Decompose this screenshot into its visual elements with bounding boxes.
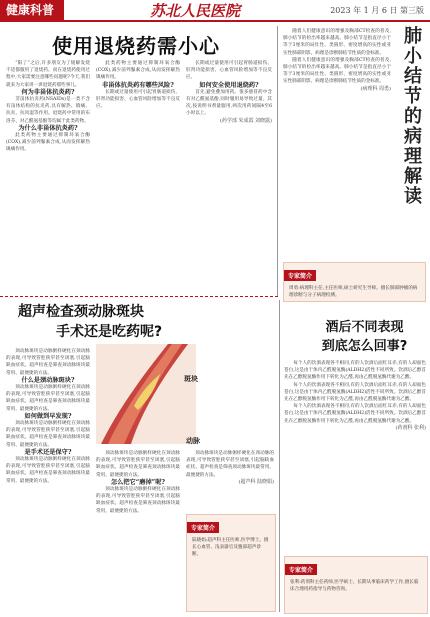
label-artery: 动脉	[186, 436, 200, 445]
article4-title-line1: 酒后不同表现	[325, 320, 404, 335]
article3-body-6: 颈动脉斑块是动脉粥样硬化在颈动脉的表现,可导致管腔狭窄甚至闭塞,引起脑缺血症状。超声检查是筛查颈动脉斑块最常用、最便捷的方法。	[96, 487, 180, 514]
article4-title-line2: 到底怎么回事?	[321, 339, 408, 354]
expert1-label: 专家简介	[284, 270, 316, 281]
column-divider	[277, 26, 278, 296]
article4-body-block	[284, 360, 426, 550]
article3-col2	[96, 450, 180, 610]
article3-title-line2: 手术还是吃药呢?	[56, 324, 163, 340]
article3-q3: 是手术还是保守?	[24, 448, 72, 456]
article3-credit: (超声科 陆晓娟)	[238, 478, 274, 485]
issue-date: 2023 年 1 月 6 日 第三版	[330, 6, 424, 15]
article3-col1	[6, 348, 90, 610]
article2-credit: (病理科 周勇)	[360, 85, 391, 92]
expert2-text: 陆晓娟:超声科主任医师,医学博士。擅长心血管、浅表器官及腹部超声诊断。	[192, 538, 269, 557]
article1-q2-body-cont: 此类药物主要通过抑制环氧合酶(COX),减少前列腺素合成,从而发挥解热镇痛作用。	[96, 61, 180, 81]
label-plaque: 斑块	[184, 374, 198, 383]
article2-body-2: 随着人们健康意识的增强及胸部CT检查的普及,肺小结节的检出率越来越高。肺小结节是指直径小于等于3厘米的局灶性、类圆形、密度增高的实性或亚实性肺部阴影。病理是诊断肺结节性质的金标准。	[283, 57, 391, 85]
article1-q4: 如何安全使用退烧药?	[199, 81, 259, 89]
article4-title	[302, 318, 427, 356]
expert3-text: 张利:药剂科主任药师,医学硕士。长期从事临床药学工作,擅长临床合理用药指导与药物咨询。	[290, 580, 419, 592]
article1-col3	[186, 60, 272, 282]
article1-q2: 为什么非甾体抗炎药?	[18, 124, 78, 132]
article3-q2: 如何做到早发现?	[24, 412, 72, 420]
expert1-text: 周勇:病理科主任,主任医师,硕士研究生导师。擅长肺部肿瘤的病理诊断与分子病理检测。	[289, 286, 418, 298]
article1-q3-body: 长期或过量使用可引起胃肠道损伤、肝肾功能损害、心血管风险增加等不良反应。	[96, 89, 180, 110]
article1-q1-body: 非甾体抗炎药(NSAIDs)是一类不含有甾体结构的抗炎药,具有解热、镇痛、抗炎、抗风湿等作用。退烧药中常用的布洛芬、对乙酰氨基酚等均属于此类药物。	[6, 97, 90, 124]
expert3-label: 专家简介	[285, 564, 317, 575]
artery-illustration	[96, 344, 196, 444]
article3-body-2: 颈动脉斑块是动脉粥样硬化在颈动脉的表现,可导致管腔狭窄甚至闭塞,引起脑缺血症状。超声检查是筛查颈动脉斑块最常用、最便捷的方法。	[6, 385, 90, 412]
article4-credit: (药剂科 张利)	[395, 424, 426, 431]
article3-title	[8, 302, 278, 342]
article2-body: 随着人们健康意识的增强及胸部CT检查的普及,肺小结节的检出率越来越高。肺小结节是指直径小于等于3厘米的局灶性、类圆形、密度增高的实性或亚实性肺部阴影。病理是诊断肺结节性质的金标准。	[283, 29, 391, 56]
column-divider-2	[279, 300, 280, 612]
section-tag: 健康科普	[0, 0, 64, 20]
article1-col2	[96, 60, 180, 282]
article3-col3	[186, 450, 274, 510]
article2-body-block	[283, 28, 391, 256]
article1-q3-body-cont: 长期或过量使用可引起胃肠道损伤、肝肾功能损害、心血管风险增加等不良反应。	[186, 61, 272, 81]
header-rule	[0, 20, 430, 22]
section-divider	[0, 296, 278, 297]
article1-title: 使用退烧药需小心	[52, 34, 220, 58]
article3-body-5: 颈动脉斑块是动脉粥样硬化在颈动脉的表现,可导致管腔狭窄甚至闭塞,引起脑缺血症状。超声检查是筛查颈动脉斑块最常用、最便捷的方法。	[96, 451, 180, 478]
article1-q3: 非甾体抗炎药有哪些风险?	[102, 81, 174, 89]
expert2-box	[186, 514, 276, 612]
article3-title-line1: 超声检查颈动脉斑块	[18, 304, 144, 320]
article3-body: 颈动脉斑块是动脉粥样硬化在颈动脉的表现,可导致管腔狭窄甚至闭塞,引起脑缺血症状。超声检查是筛查颈动脉斑块最常用、最便捷的方法。	[6, 349, 90, 376]
expert3-box	[284, 556, 428, 614]
expert2-label: 专家简介	[187, 522, 219, 533]
article4-body-3: 每个人的饮酒表现各不相同,有的人饮酒后面红耳赤,有的人却面色苍白,这是由于体内乙醛脱氢酶(ALDH2)活性不同所致。饮酒后乙醇首先在乙醇脱氢酶作用下转化为乙醛,再由乙醛脱氢酶代谢为乙酸。	[284, 404, 426, 424]
article4-body: 每个人的饮酒表现各不相同,有的人饮酒后面红耳赤,有的人却面色苍白,这是由于体内乙醛脱氢酶(ALDH2)活性不同所致。饮酒后乙醇首先在乙醇脱氢酶作用下转化为乙醛,再由乙醛脱氢酶代谢为乙酸。	[284, 361, 426, 381]
article1-credit: (药学部 朱成霞 刘晓露)	[219, 117, 272, 124]
article4-body-2: 每个人的饮酒表现各不相同,有的人饮酒后面红耳赤,有的人却面色苍白,这是由于体内乙醛脱氢酶(ALDH2)活性不同所致。饮酒后乙醇首先在乙醇脱氢酶作用下转化为乙醛,再由乙醛脱氢酶代谢为乙酸。	[284, 382, 426, 403]
article3-body-4: 颈动脉斑块是动脉粥样硬化在颈动脉的表现,可导致管腔狭窄甚至闭塞,引起脑缺血症状。超声检查是筛查颈动脉斑块最常用、最便捷的方法。	[6, 457, 90, 484]
article1-intro: “阳了”之后,许多朋友为了缓解发烧不适都服用了退烧药。而在退烧药使用过程中,大家需要注意哪些问题呢?今天,我们就来为大家讲一讲退烧药那些事儿。	[6, 61, 90, 88]
article3-q1: 什么是颈动脉斑块?	[21, 376, 75, 384]
article3-q4: 怎么把它“磨掉”呢?	[110, 478, 166, 486]
article3-body-7: 颈动脉斑块是动脉粥样硬化在颈动脉的表现,可导致管腔狭窄甚至闭塞,引起脑缺血症状。超声检查是筛查颈动脉斑块最常用、最便捷的方法。	[186, 451, 274, 478]
article3-body-3: 颈动脉斑块是动脉粥样硬化在颈动脉的表现,可导致管腔狭窄甚至闭塞,引起脑缺血症状。超声检查是筛查颈动脉斑块最常用、最便捷的方法。	[6, 421, 90, 448]
article1-q1: 何为非甾体抗炎药?	[21, 88, 75, 96]
article1-q4-body: 首先,避免叠加用药。很多感冒药中含有对乙酰氨基酚,同时服用易导致过量。其次,按说明书剂量服用,两次用药间隔4至6小时以上。	[186, 89, 272, 117]
article2-title: 肺小结节的病理解读	[401, 26, 422, 206]
article1-col1	[6, 60, 90, 282]
expert1-box	[283, 262, 426, 302]
article1-q2-body: 此类药物主要通过抑制环氧合酶(COX),减少前列腺素合成,从而发挥解热镇痛作用。	[6, 133, 90, 153]
masthead: 苏北人民医院	[150, 2, 241, 20]
page-header	[0, 0, 430, 22]
